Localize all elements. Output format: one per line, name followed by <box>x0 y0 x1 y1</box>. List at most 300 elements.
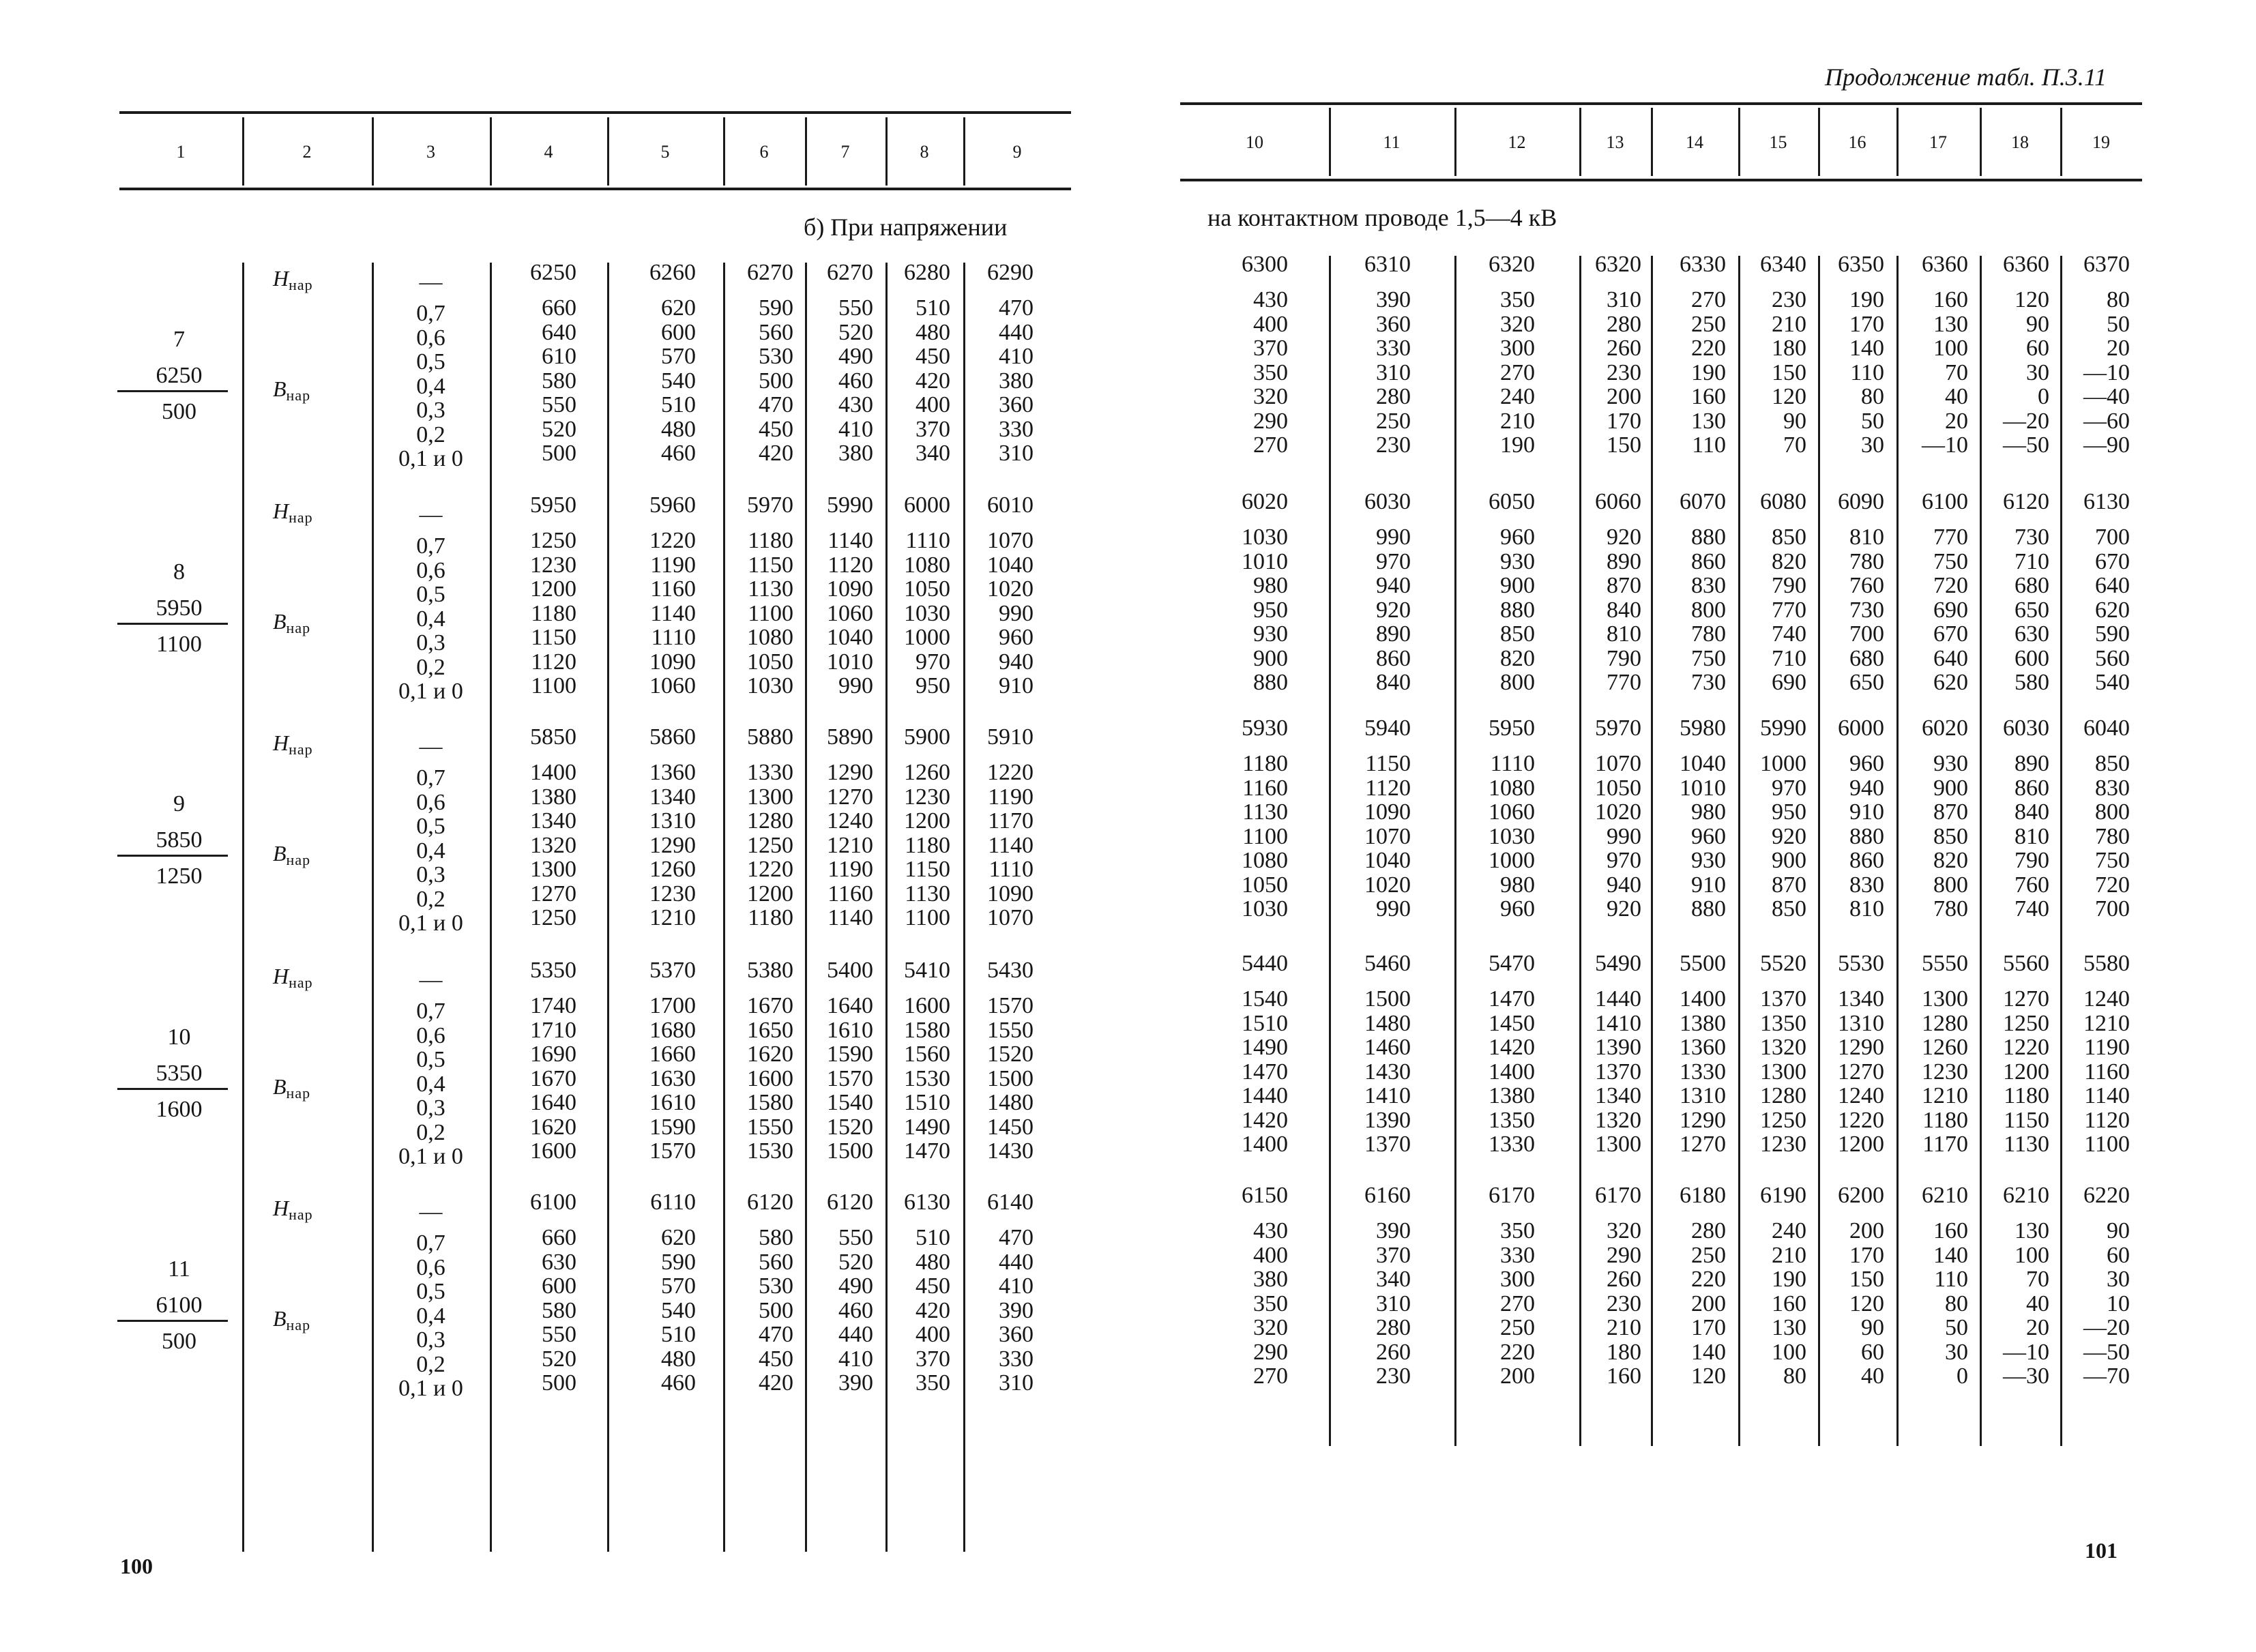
b-value: 220 <box>1691 1267 1726 1292</box>
b-value: 1080 <box>747 625 793 650</box>
b-value: 1120 <box>1365 775 1411 801</box>
b-value: 1710 <box>530 1017 576 1043</box>
b-value: 400 <box>1253 1242 1288 1268</box>
b-value: 660 <box>542 295 576 321</box>
b-value: 1050 <box>1242 872 1288 898</box>
h-value: 5440 <box>1242 951 1288 976</box>
label-b-sub: нар <box>286 387 311 404</box>
b-value: 1130 <box>905 881 950 906</box>
b-value: 830 <box>1849 872 1884 898</box>
b-value: 60 <box>2026 336 2049 361</box>
b-value: 1470 <box>1242 1059 1288 1085</box>
b-value: 200 <box>1500 1363 1535 1389</box>
b-value: 70 <box>2026 1267 2049 1292</box>
b-value: 430 <box>1253 1218 1288 1243</box>
b-value: 1180 <box>531 600 576 626</box>
rate-value: 0,7 <box>416 999 445 1024</box>
b-value: 1220 <box>2003 1035 2049 1060</box>
b-value: 1110 <box>905 528 950 553</box>
group-denominator: 500 <box>162 399 196 424</box>
b-value: —40 <box>2083 384 2130 409</box>
rate-value: 0,4 <box>416 1303 445 1329</box>
fraction-bar <box>117 855 228 857</box>
column-header: 1 <box>176 142 186 162</box>
column-header: 16 <box>1848 132 1866 152</box>
rate-value: 0,3 <box>416 1095 445 1121</box>
b-value: —10 <box>2003 1339 2049 1365</box>
b-value: 920 <box>1376 597 1411 623</box>
h-value: 5460 <box>1364 951 1411 976</box>
b-value: 1010 <box>827 649 873 675</box>
h-value: 6040 <box>2083 716 2130 741</box>
b-value: 1540 <box>827 1090 873 1115</box>
b-value: 180 <box>1607 1339 1641 1365</box>
b-value: 160 <box>1933 287 1968 312</box>
b-value: 1080 <box>904 552 950 578</box>
b-value: 1280 <box>747 808 793 834</box>
label-b-main: B <box>273 377 287 401</box>
b-value: 1190 <box>2084 1035 2130 1060</box>
b-value: 860 <box>1376 645 1411 671</box>
b-value: 500 <box>542 441 576 466</box>
b-value: 30 <box>2026 359 2049 385</box>
b-value: 1080 <box>1242 848 1288 873</box>
b-value: 840 <box>1607 597 1641 623</box>
h-value: 5520 <box>1760 951 1806 976</box>
b-value: 1300 <box>747 784 793 810</box>
b-value: 1060 <box>827 600 873 626</box>
b-value: 220 <box>1500 1339 1535 1365</box>
b-value: 1170 <box>988 808 1034 834</box>
b-value: 1490 <box>1242 1035 1288 1060</box>
h-value: 5970 <box>747 492 793 518</box>
label-h-sub: нар <box>289 276 313 293</box>
b-value: 850 <box>1772 525 1806 550</box>
b-value: 510 <box>661 1322 696 1347</box>
rate-value: 0,2 <box>416 1119 445 1145</box>
rate-dash: — <box>419 967 443 992</box>
b-value: 1160 <box>2084 1059 2130 1085</box>
b-value: 1200 <box>2003 1059 2049 1085</box>
b-value: 1130 <box>2004 1132 2049 1157</box>
b-value: 200 <box>1607 384 1641 409</box>
h-value: 6180 <box>1680 1183 1726 1208</box>
h-value: 5930 <box>1242 716 1288 741</box>
fraction-bar <box>117 623 228 625</box>
column-header: 5 <box>660 142 670 162</box>
b-value: 210 <box>1500 408 1535 434</box>
rate-value: 0,4 <box>416 373 445 399</box>
b-value: 1210 <box>2083 1010 2130 1036</box>
b-value: 510 <box>915 1225 950 1250</box>
b-value: 1520 <box>987 1042 1034 1067</box>
b-value: 860 <box>1849 848 1884 873</box>
b-value: 420 <box>759 1370 793 1396</box>
b-value: 1100 <box>1242 823 1288 849</box>
b-value: 480 <box>915 319 950 345</box>
b-value: 1140 <box>650 600 696 626</box>
b-value: 960 <box>1849 751 1884 776</box>
b-value: 1050 <box>747 649 793 675</box>
b-value: 610 <box>542 344 576 369</box>
b-value: 700 <box>2095 896 2130 921</box>
b-value: 910 <box>1849 799 1884 825</box>
b-value: 310 <box>1376 1290 1411 1316</box>
b-value: 1210 <box>827 832 873 858</box>
b-value: 1400 <box>530 760 576 785</box>
b-value: 690 <box>1933 597 1968 623</box>
b-value: 130 <box>1691 408 1726 434</box>
b-value: 1090 <box>1364 799 1411 825</box>
b-value: 920 <box>1607 525 1641 550</box>
label-b-main: B <box>273 609 287 634</box>
h-value: 5990 <box>827 492 873 518</box>
h-value: 6000 <box>904 492 950 518</box>
b-value: 1030 <box>1489 823 1535 849</box>
b-value: 810 <box>1849 896 1884 921</box>
b-value: 510 <box>915 295 950 321</box>
b-value: 1190 <box>988 784 1034 810</box>
b-value: 850 <box>1500 621 1535 647</box>
b-value: 730 <box>1691 670 1726 695</box>
b-value: 1480 <box>987 1090 1034 1115</box>
h-value: 5890 <box>827 724 873 750</box>
rate-value: 0,7 <box>416 301 445 326</box>
b-value: 1590 <box>827 1042 873 1067</box>
b-value: 30 <box>1945 1339 1968 1365</box>
b-value: 470 <box>999 1225 1034 1250</box>
h-value: 6330 <box>1680 252 1726 277</box>
h-value: 5410 <box>904 958 950 983</box>
b-value: 480 <box>661 1346 696 1372</box>
rate-dash: — <box>419 269 443 295</box>
table-continuation-title: Продолжение табл. П.3.11 <box>1825 63 2107 91</box>
column-header: 6 <box>759 142 769 162</box>
b-value: 120 <box>1849 1290 1884 1316</box>
b-value: 470 <box>759 1322 793 1347</box>
b-value: 580 <box>759 1225 793 1250</box>
b-value: 990 <box>1376 525 1411 550</box>
b-value: 1200 <box>747 881 793 906</box>
b-value: 1230 <box>649 881 696 906</box>
page-number-right: 101 <box>2085 1538 2118 1563</box>
b-value: 820 <box>1933 848 1968 873</box>
b-value: 40 <box>1861 1363 1884 1389</box>
b-value: 1580 <box>747 1090 793 1115</box>
b-value: 1180 <box>905 832 950 858</box>
column-rule-left <box>242 263 244 1552</box>
label-b-sub: нар <box>286 851 311 868</box>
rate-dash: — <box>419 734 443 759</box>
h-value: 5550 <box>1922 951 1968 976</box>
b-value: 810 <box>2015 823 2049 849</box>
b-value: 270 <box>1691 287 1726 312</box>
b-value: 1140 <box>827 905 873 930</box>
b-value: 130 <box>1772 1315 1806 1340</box>
b-value: 770 <box>1607 670 1641 695</box>
b-value: 680 <box>2015 573 2049 598</box>
b-value: 760 <box>1849 573 1884 598</box>
b-value: 550 <box>838 295 873 321</box>
b-value: 1110 <box>1490 751 1535 776</box>
b-value: 20 <box>2026 1315 2049 1340</box>
b-value: 410 <box>999 344 1034 369</box>
b-value: 1240 <box>1838 1083 1884 1108</box>
b-value: 760 <box>2015 872 2049 898</box>
b-value: 1530 <box>747 1138 793 1164</box>
b-value: 850 <box>2095 751 2130 776</box>
b-value: 650 <box>2015 597 2049 623</box>
label-h-nar <box>273 964 313 992</box>
h-value: 6030 <box>1364 489 1411 514</box>
column-header: 11 <box>1383 132 1401 152</box>
h-value: 6060 <box>1595 489 1641 514</box>
b-value: 1310 <box>649 808 696 834</box>
h-value: 6000 <box>1838 716 1884 741</box>
b-value: 980 <box>1500 872 1535 898</box>
fraction-bar <box>117 390 228 392</box>
h-value: 5900 <box>904 724 950 750</box>
b-value: 490 <box>838 344 873 369</box>
b-value: 1100 <box>531 673 576 698</box>
b-value: 580 <box>542 368 576 394</box>
b-value: 800 <box>2095 799 2130 825</box>
b-value: 100 <box>1933 336 1968 361</box>
b-value: 10 <box>2107 1290 2130 1316</box>
b-value: 110 <box>1850 359 1884 385</box>
b-value: 1700 <box>649 993 696 1018</box>
b-value: 640 <box>1933 645 1968 671</box>
b-value: 560 <box>759 319 793 345</box>
b-value: 480 <box>661 416 696 442</box>
h-value: 5910 <box>987 724 1034 750</box>
rate-value: 0,6 <box>416 557 445 583</box>
b-value: 160 <box>1607 1363 1641 1389</box>
b-value: 830 <box>2095 775 2130 801</box>
b-value: 1650 <box>747 1017 793 1043</box>
b-value: 940 <box>1376 573 1411 598</box>
h-value: 6270 <box>747 260 793 285</box>
b-value: 1600 <box>904 993 950 1018</box>
b-value: 440 <box>999 1249 1034 1275</box>
h-value: 5530 <box>1838 951 1884 976</box>
b-value: 870 <box>1933 799 1968 825</box>
b-value: 1220 <box>987 760 1034 785</box>
b-value: 530 <box>759 344 793 369</box>
h-value: 6120 <box>747 1190 793 1215</box>
b-value: 330 <box>1500 1242 1535 1268</box>
h-value: 6210 <box>1922 1183 1968 1208</box>
b-value: 1220 <box>1838 1107 1884 1133</box>
b-value: 240 <box>1500 384 1535 409</box>
b-value: 1160 <box>1242 775 1288 801</box>
b-value: 1000 <box>904 625 950 650</box>
h-value: 6020 <box>1922 716 1968 741</box>
b-value: 1010 <box>1680 775 1726 801</box>
rate-value: 0,2 <box>416 654 445 680</box>
h-value: 5990 <box>1760 716 1806 741</box>
b-value: 270 <box>1500 359 1535 385</box>
b-value: 390 <box>999 1297 1034 1323</box>
b-value: 1470 <box>904 1138 950 1164</box>
b-value: 90 <box>2026 311 2049 337</box>
b-value: 1520 <box>827 1114 873 1140</box>
b-value: 1030 <box>747 673 793 698</box>
label-h-main: H <box>273 499 289 523</box>
b-value: 150 <box>1849 1267 1884 1292</box>
b-value: 1150 <box>905 857 950 882</box>
b-value: 420 <box>915 368 950 394</box>
b-value: 750 <box>1933 548 1968 574</box>
b-value: 570 <box>661 1273 696 1299</box>
b-value: 990 <box>838 673 873 698</box>
b-value: 1040 <box>1364 848 1411 873</box>
b-value: 1150 <box>748 552 793 578</box>
b-value: 1390 <box>1595 1035 1641 1060</box>
b-value: 1020 <box>1364 872 1411 898</box>
b-value: 280 <box>1607 311 1641 337</box>
h-value: 6280 <box>904 260 950 285</box>
b-value: 430 <box>838 392 873 417</box>
b-value: —50 <box>2003 432 2049 458</box>
b-value: 230 <box>1772 287 1806 312</box>
rate-value: 0,6 <box>416 789 445 815</box>
fraction-bar <box>117 1088 228 1090</box>
h-value: 6130 <box>2083 489 2130 514</box>
column-header: 18 <box>2011 132 2029 152</box>
b-value: 1140 <box>827 528 873 553</box>
b-value: 150 <box>1772 359 1806 385</box>
b-value: 370 <box>915 416 950 442</box>
b-value: 520 <box>542 1346 576 1372</box>
b-value: 720 <box>2095 872 2130 898</box>
b-value: 720 <box>1933 573 1968 598</box>
b-value: 280 <box>1376 1315 1411 1340</box>
h-value: 5960 <box>649 492 696 518</box>
group-denominator: 1250 <box>156 864 203 889</box>
b-value: 40 <box>1945 384 1968 409</box>
b-value: 1290 <box>827 760 873 785</box>
b-value: 600 <box>2015 645 2049 671</box>
column-header: 2 <box>302 142 312 162</box>
b-value: 660 <box>542 1225 576 1250</box>
b-value: 940 <box>999 649 1034 675</box>
rate-value: 0,3 <box>416 398 445 423</box>
column-header: 19 <box>2092 132 2110 152</box>
b-value: 1640 <box>530 1090 576 1115</box>
column-header: 13 <box>1606 132 1624 152</box>
b-value: 1380 <box>1680 1010 1726 1036</box>
b-value: 250 <box>1376 408 1411 434</box>
b-value: 1100 <box>2084 1132 2130 1157</box>
b-value: 1130 <box>1242 799 1288 825</box>
b-value: 1340 <box>1595 1083 1641 1108</box>
b-value: 1560 <box>904 1042 950 1067</box>
b-value: 1410 <box>1364 1083 1411 1108</box>
label-h-sub: нар <box>289 509 313 526</box>
b-value: 460 <box>661 1370 696 1396</box>
h-value: 6120 <box>827 1190 873 1215</box>
b-value: 270 <box>1253 1363 1288 1389</box>
b-value: 1450 <box>1489 1010 1535 1036</box>
b-value: 70 <box>1783 432 1806 458</box>
h-value: 6120 <box>2003 489 2049 514</box>
h-value: 6170 <box>1595 1183 1641 1208</box>
b-value: 1020 <box>1595 799 1641 825</box>
b-value: 470 <box>999 295 1034 321</box>
b-value: 1020 <box>987 576 1034 602</box>
column-header: 4 <box>544 142 553 162</box>
b-value: 190 <box>1691 359 1726 385</box>
column-header: 8 <box>920 142 929 162</box>
b-value: 1490 <box>904 1114 950 1140</box>
h-value: 5490 <box>1595 951 1641 976</box>
b-value: —60 <box>2083 408 2130 434</box>
b-value: 1060 <box>649 673 696 698</box>
b-value: 1530 <box>904 1065 950 1091</box>
b-value: 1040 <box>987 552 1034 578</box>
b-value: 1140 <box>988 832 1034 858</box>
b-value: 230 <box>1376 432 1411 458</box>
b-value: 410 <box>838 1346 873 1372</box>
b-value: 1100 <box>905 905 950 930</box>
b-value: 1570 <box>649 1138 696 1164</box>
b-value: 120 <box>2015 287 2049 312</box>
b-value: 860 <box>1691 548 1726 574</box>
b-value: 860 <box>2015 775 2049 801</box>
b-value: 90 <box>2107 1218 2130 1243</box>
b-value: —20 <box>2083 1315 2130 1340</box>
b-value: 870 <box>1607 573 1641 598</box>
b-value: 380 <box>1253 1267 1288 1292</box>
b-value: 490 <box>838 1273 873 1299</box>
label-b-main: B <box>273 1074 287 1099</box>
h-value: 6310 <box>1364 252 1411 277</box>
b-value: 1200 <box>904 808 950 834</box>
h-value: 6270 <box>827 260 873 285</box>
b-value: 1320 <box>1595 1107 1641 1133</box>
b-value: 270 <box>1253 432 1288 458</box>
b-value: 790 <box>1607 645 1641 671</box>
b-value: 520 <box>542 416 576 442</box>
b-value: 1430 <box>987 1138 1034 1164</box>
h-value: 6300 <box>1242 252 1288 277</box>
b-value: 930 <box>1500 548 1535 574</box>
rate-value: 0,7 <box>416 1230 445 1256</box>
b-value: 1460 <box>1364 1035 1411 1060</box>
label-h-sub: нар <box>289 974 313 991</box>
group-number: 11 <box>168 1256 190 1282</box>
h-value: 6210 <box>2003 1183 2049 1208</box>
b-value: 980 <box>1691 799 1726 825</box>
label-h-main: H <box>273 266 289 291</box>
b-value: 1110 <box>988 857 1034 882</box>
b-value: 350 <box>1253 359 1288 385</box>
b-value: 160 <box>1772 1290 1806 1316</box>
b-value: 1230 <box>1760 1132 1806 1157</box>
b-value: 1100 <box>748 600 793 626</box>
b-value: 1000 <box>1760 751 1806 776</box>
rate-value: 0,7 <box>416 765 445 791</box>
h-value: 6100 <box>1922 489 1968 514</box>
group-denominator: 500 <box>162 1329 196 1354</box>
b-value: 780 <box>1691 621 1726 647</box>
b-value: 500 <box>759 1297 793 1323</box>
h-value: 6290 <box>987 260 1034 285</box>
b-value: 1240 <box>827 808 873 834</box>
b-value: 600 <box>542 1273 576 1299</box>
b-value: 450 <box>759 1346 793 1372</box>
